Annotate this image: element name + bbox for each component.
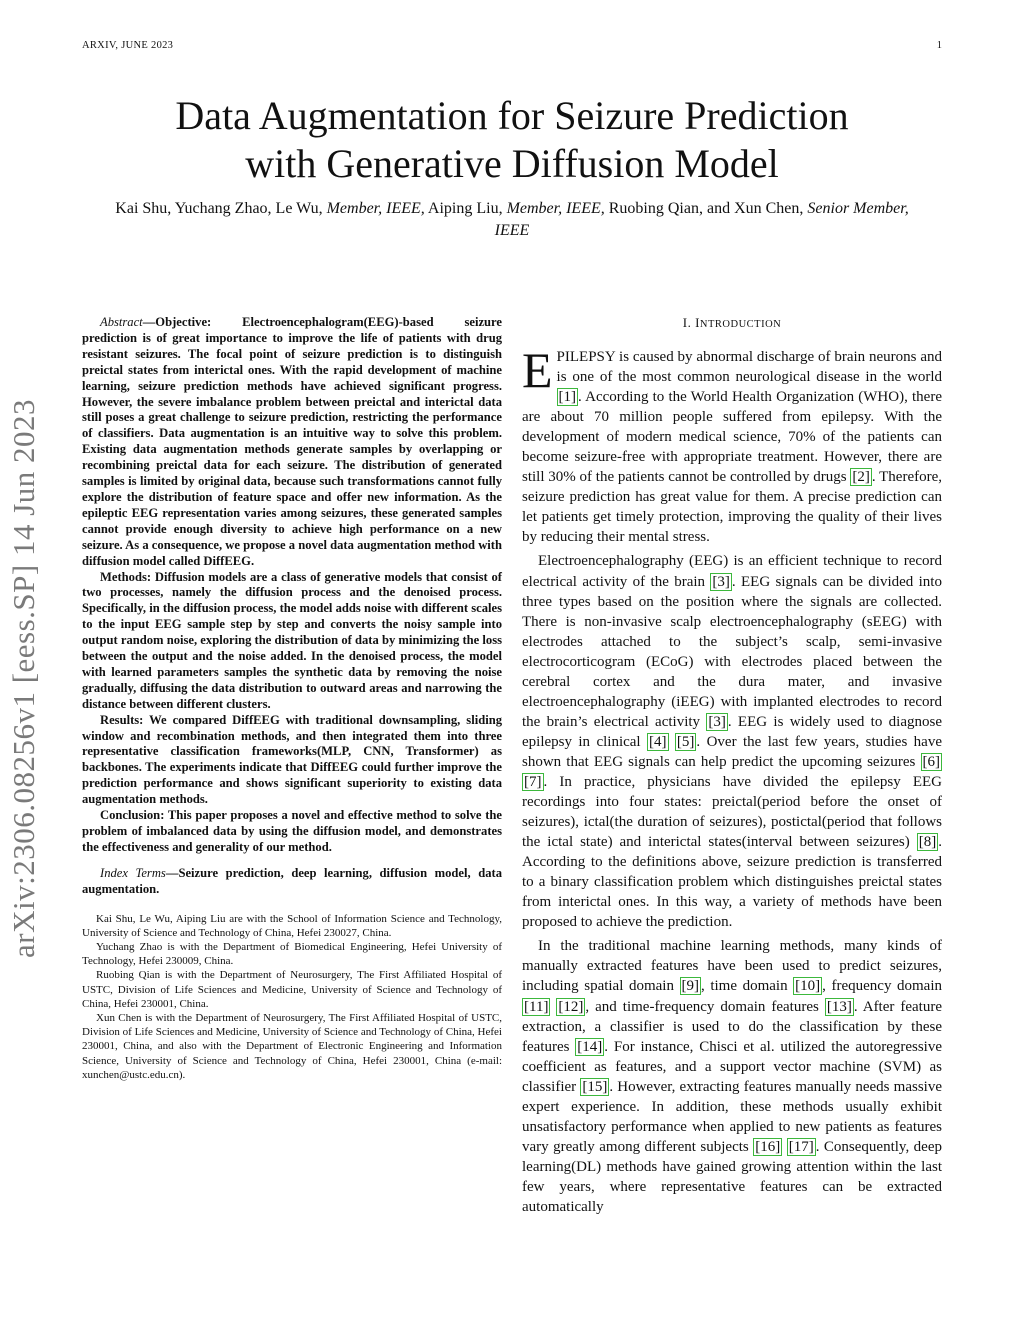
citation-link[interactable]: [17] (788, 1138, 814, 1155)
page-number: 1 (936, 40, 942, 51)
citation-link[interactable]: [16] (755, 1138, 781, 1155)
citation-link[interactable]: [14] (577, 1038, 603, 1055)
paper-title (100, 92, 924, 188)
abstract-results: Results: We compared DiffEEG with traditional downsampling, sliding window and recombination methods, and then integrated them into three representative classification frameworks(MLP, CNN, Transformer) as backbones. The experiments indicate that DiffEEG could further improve the prediction performance and shows significant superiority to existing data augmentation methods. (82, 712, 502, 807)
objective-label: —Objective: (142, 315, 212, 329)
text-run: . Consequently, deep learning(DL) methods have gained growing attention within the last few years, where representative features can be extracted automatically (522, 1138, 942, 1215)
index-terms (82, 866, 502, 898)
intro-paragraph-3 (522, 936, 942, 1217)
citation-link[interactable]: [11] (524, 998, 549, 1015)
citation-link[interactable]: [3] (712, 573, 730, 590)
text-run: . However, extracting features manually needs massive expert experience. In addition, these methods usually exhibit unsatisfactory performance when applied to new patients as features vary greatly among different subjects (522, 1078, 942, 1155)
affiliation-footnotes (82, 912, 502, 1082)
text-run: Electroencephalography (EEG) is an efficient technique to record electrical activity of the brain (522, 553, 942, 590)
citation-link[interactable]: [12] (558, 998, 584, 1015)
citation-link[interactable]: [13] (826, 998, 852, 1015)
abstract (82, 315, 502, 856)
running-header: ARXIV, JUNE 2023 (82, 40, 174, 51)
title-line-2: with Generative Diffusion Model (245, 141, 779, 186)
citation-link[interactable]: [9] (681, 978, 700, 995)
text-run: . According to the definitions above, seizure prediction is transferred to a binary classification problem which distinguishes preictal states from interictal ones. In this way, a variety of methods have been proposed to achieve the prediction. (522, 834, 942, 931)
citation-link[interactable]: [4] (649, 733, 667, 750)
text-run: . According to the World Health Organization (WHO), there are about 70 million people suffered from epilepsy. With the development of modern medical science, 70% of the patients can become seizure-free with appropriate treatment. However, there are still 30% of the patients cannot be controlled by drugs (522, 389, 942, 486)
section-heading (522, 315, 942, 331)
introduction-body (522, 342, 943, 1217)
title-line-1: Data Augmentation for Seizure Prediction (175, 93, 849, 138)
index-terms-label: Index Terms (100, 865, 166, 880)
citation-link[interactable]: [15] (582, 1078, 608, 1095)
footnote: Kai Shu, Le Wu, Aiping Liu are with the School of Information Science and Technology, University of Science and Technology of China, Hefei 230027, China. (82, 912, 502, 939)
text-run: , frequency domain (822, 978, 943, 995)
author-role-3: Senior Member, IEEE (494, 200, 909, 239)
citation-link[interactable]: [6] (922, 753, 940, 770)
citation-link[interactable]: [5] (676, 733, 695, 750)
footnote: Ruobing Qian is with the Department of Neurosurgery, The First Affiliated Hospital of USTC, Division of Life Sciences and Medicine, University of Science and Technology of China, Hefei 230001, China. (82, 969, 502, 1010)
author-role-2: Member, IEEE, (506, 200, 605, 217)
intro-paragraph-2 (522, 551, 942, 932)
authors-part-1: Kai Shu, Yuchang Zhao, Le Wu, (115, 200, 327, 217)
drop-cap: E (522, 342, 553, 398)
abstract-label: Abstract (100, 315, 143, 329)
intro-paragraph-1 (522, 342, 943, 547)
footnote: Xun Chen is with the Department of Neurosurgery, The First Affiliated Hospital of USTC, Division of Life Sciences and Medicine, University of Science and Technology of China, Hefei 230001, China, and also with the Department of Electronic Engineering and Information Science, University of Science and Technology of China, Hefei 230001, China (e-mail: xunchen@ustc.edu.cn). (82, 1012, 502, 1081)
citation-link[interactable]: [7] (524, 773, 542, 790)
section-first-letter: I (695, 315, 700, 330)
text-run: . EEG signals can be divided into three types based on the position where the signals are collected. There is non-invasive scalp electroencephalography (sEEG) with electrodes attached to the subject’s scalp, semi-invasive electrocorticogram (ECoG) with electrodes placed between the cerebral cortex and the dura mater, and invasive electroencephalography (iEEG) with implanted electrodes to record the brain’s electrical activity (522, 573, 942, 730)
author-role-1: Member, IEEE, (326, 200, 425, 217)
arxiv-identifier: arXiv:2306.08256v1 [eess.SP] 14 Jun 2023 (6, 398, 41, 958)
text-run: . After feature extraction, a classifier is used to do the classification by these features (522, 998, 942, 1055)
authors-part-2: Aiping Liu, (424, 200, 507, 217)
index-terms-text: —Seizure prediction, deep learning, diffusion model, data augmentation. (82, 865, 502, 896)
authors-part-3: Ruobing Qian, and Xun Chen, (604, 200, 808, 217)
citation-link[interactable]: [10] (795, 978, 821, 995)
text-run: , time domain (701, 978, 794, 995)
right-column (522, 315, 942, 1217)
text-run: . In practice, physicians have divided the epilepsy EEG recordings into four states: preictal(period before the onset of seizures), ictal(the duration of seizures), postictal(period that follows the ictal state) and interictal states(interval between seizures) (522, 773, 942, 851)
citation-link[interactable]: [8] (918, 834, 937, 851)
abstract-objective (82, 315, 502, 570)
section-number: I. (682, 315, 696, 330)
objective-text: Electroencephalogram(EEG)-based seizure prediction is of great importance to improve the life of patients with drug resistant seizures. The focal point of seizure prediction is to distinguish preictal states from interictal ones. With the rapid development of machine learning, seizure prediction methods have achieved significant progress. However, the severe imbalance problem between preictal and interictal data still poses a great challenge to seizure prediction, restricting the performance of classifiers. Data augmentation is an intuitive way to solve this problem. Existing data augmentation methods generate samples by overlapping or recombining preictal data for each seizure. The distribution of generated samples is limited by original data, because such transformations cannot fully explore the distribution of feature space and offer new information. As the epileptic EEG representation varies among seizures, these generated samples cannot provide enough diversity to achieve high performance on a new seizure. As a consequence, we propose a novel data augmentation method with diffusion model called DiffEEG. (82, 315, 502, 568)
section-rest: NTRODUCTION (699, 319, 782, 330)
text-run: In the traditional machine learning methods, many kinds of manually extracted features have been used to predict seizures, including spatial domain (522, 938, 942, 995)
text-run: . For instance, Chisci et al. utilized the autoregressive coefficient as features, and a support vector machine (SVM) as classifier (522, 1038, 942, 1095)
text-run: PILEPSY is caused by abnormal discharge of brain neurons and is one of the most common neurological disease in the world (556, 349, 942, 386)
citation-link[interactable]: [3] (708, 713, 726, 730)
footnote: Yuchang Zhao is with the Department of Biomedical Engineering, Hefei University of Technology, Hefei 230009, China. (82, 941, 502, 968)
author-list (100, 198, 924, 242)
left-column (82, 315, 502, 1082)
text-run: . Therefore, seizure prediction has great value for them. A precise prediction can let patients get timely protection, improving the quality of their lives by reducing their mental stress. (522, 469, 943, 546)
text-run: . EEG is widely used to diagnose epilepsy in clinical (522, 713, 942, 750)
citation-link[interactable]: [1] (558, 389, 577, 406)
text-run: . Over the last few years, studies have shown that EEG signals can help predict the upcoming seizures (522, 733, 942, 770)
citation-link[interactable]: [2] (852, 469, 870, 486)
abstract-conclusion: Conclusion: This paper proposes a novel and effective method to solve the problem of imbalanced data by using the diffusion model, and demonstrates the effectiveness and generality of our method. (82, 808, 502, 854)
text-run: , and time-frequency domain features (585, 998, 825, 1015)
abstract-methods: Methods: Diffusion models are a class of generative models that consist of two processes, namely the diffusion process and the denoised process. Specifically, in the diffusion process, the model adds noise with different scales to the input EEG sample step by step and converts the noisy sample into output random noise, exploring the distribution of data by minimizing the loss between the output and the noise added. In the denoised process, the model with learned parameters samples the synthetic data by removing the noise gradually, diffusing the data distribution to outward areas and narrowing the distance between different clusters. (82, 569, 502, 711)
